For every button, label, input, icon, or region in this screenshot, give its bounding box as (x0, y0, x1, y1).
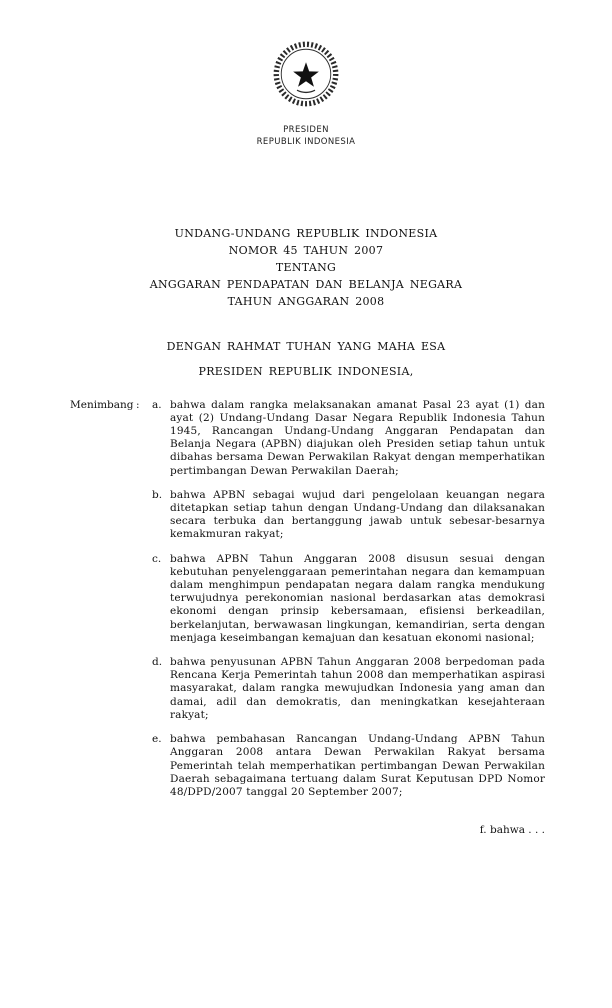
item-text: bahwa APBN Tahun Anggaran 2008 disusun sesuai dengan kebutuhan penyelenggaraan pemerintahan negara dan kemampuan dalam menghimpun pendapatan negara dalam rangka mendukung terwujudnya perekonomian nasional berdasarkan atas demokrasi ekonomi dengan prinsip kebersamaan, efisiensi berkeadilan, berkelanjutan, berwawasan lingkungan, kemandirian, serta dengan menjaga keseimbangan kemajuan dan kesatuan ekonomi nasional; (170, 552, 545, 644)
item-letter: e. (152, 733, 162, 746)
title-line-2: NOMOR 45 TAHUN 2007 (228, 243, 384, 257)
title-line-5: TAHUN ANGGARAN 2008 (227, 294, 385, 308)
title-line-3: TENTANG (275, 260, 337, 274)
page-continuation-marker: f. bahwa . . . (479, 824, 545, 837)
star-icon (293, 62, 319, 86)
presiden-line: PRESIDEN REPUBLIK INDONESIA, (198, 364, 414, 378)
list-item (152, 656, 545, 722)
menimbang-items (152, 399, 545, 810)
list-item (152, 489, 545, 542)
item-text: bahwa pembahasan Rancangan Undang-Undang APBN Tahun Anggaran 2008 antara Dewan Perwakilan Rakyat bersama Pemerintah telah memperhatikan pertimbangan Dewan Perwakilan Daerah sebagaimana tertuang dalam Surat Keputusan DPD Nomor 48/DPD/2007 tanggal 20 September 2007; (170, 733, 545, 798)
menimbang-colon: : (136, 398, 140, 411)
item-text: bahwa penyusunan APBN Tahun Anggaran 2008 berpedoman pada Rencana Kerja Pemerintah tahun 2008 dan memperhatikan aspirasi masyarakat, dalam rangka mewujudkan Indonesia yang aman dan damai, adil dan demokratis, dan meningkatkan kesejahteraan rakyat; (170, 656, 545, 721)
state-emblem (0, 38, 612, 114)
title-line-1: UNDANG-UNDANG REPUBLIK INDONESIA (174, 226, 438, 240)
item-text: bahwa dalam rangka melaksanakan amanat Pasal 23 ayat (1) dan ayat (2) Undang-Undang Dasar Negara Republik Indonesia Tahun 1945, Rancangan Undang-Undang Anggaran Pendapatan dan Belanja Negara (APBN) diajukan oleh Presiden setiap tahun untuk dibahas bersama Dewan Perwakilan Rakyat dengan memperhatikan pertimbangan Dewan Perwakilan Daerah; (170, 398, 545, 477)
document-title (0, 225, 612, 310)
title-line-4: ANGGARAN PENDAPATAN DAN BELANJA NEGARA (149, 277, 463, 291)
letterhead-presiden: PRESIDEN (283, 125, 329, 135)
item-text: bahwa APBN sebagai wujud dari pengelolaan keuangan negara ditetapkan setiap tahun dengan Undang-Undang dan dilaksanakan secara terbuka dan bertanggung jawab untuk sebesar-besarnya kemakmuran rakyat; (170, 488, 545, 541)
garuda-seal-icon (270, 38, 342, 110)
item-letter: b. (152, 488, 163, 501)
menimbang-label: Menimbang (70, 398, 134, 411)
rahmat-line: DENGAN RAHMAT TUHAN YANG MAHA ESA (166, 339, 446, 353)
list-item (152, 399, 545, 478)
item-letter: c. (152, 552, 162, 565)
menimbang-section (70, 399, 545, 810)
list-item (152, 553, 545, 645)
item-letter: d. (152, 656, 163, 669)
letterhead-republik: REPUBLIK INDONESIA (256, 137, 356, 148)
letterhead (0, 124, 612, 149)
item-letter: a. (152, 398, 162, 411)
list-item (152, 733, 545, 799)
